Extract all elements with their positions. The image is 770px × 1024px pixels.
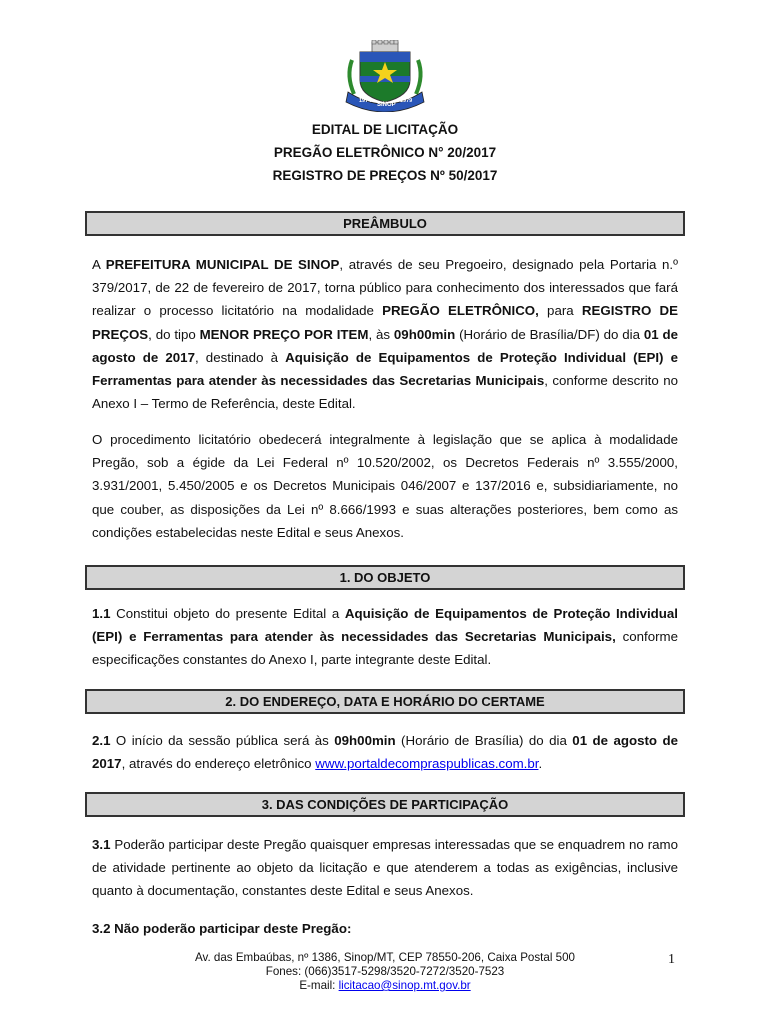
bold-text: 2.1 (92, 733, 111, 748)
text-run: conforme especificações constantes do Anexo I, parte integrante deste Edital. (92, 629, 678, 668)
document-header (0, 118, 770, 187)
section-heading-objeto: 1. DO OBJETO (85, 565, 685, 590)
participacao-paragraph (92, 833, 678, 903)
bold-text: PREFEITURA MUNICIPAL DE SINOP (105, 257, 340, 272)
crest-year-right: 1979 (400, 98, 413, 104)
participacao-subheading: 3.2 Não poderão participar deste Pregão: (92, 921, 352, 936)
text-run: , através de seu Pregoeiro, designado pela Portaria n.º 379/2017, de 22 de fevereiro de 2017, torna público para conhecimento dos interessados que fará realizar o processo licitatório na modalidade (92, 257, 678, 319)
document-subtitle-pregao: PREGÃO ELETRÔNICO N° 20/2017 (273, 145, 497, 160)
preambulo-paragraph-2: O procedimento licitatório obedecerá integralmente à legislação que se aplica à modalidade Pregão, sob a égide da Lei Federal nº 10.520/2002, os Decretos Federais nº 3.555/2000, 3.931/2001, 5.450/2005 e os Decretos Municipais 046/2007 e 137/2016 e, subsidiariamente, no que couber, as disposições da Lei nº 8.666/1993 e suas alterações posteriores, bem como as condições estabelecidas neste Edital e seus Anexos. (92, 432, 678, 540)
section-heading-participacao: 3. DAS CONDIÇÕES DE PARTICIPAÇÃO (85, 792, 685, 817)
bold-text: PREGÃO ELETRÔNICO, (382, 303, 539, 319)
footer-email-line (0, 979, 770, 993)
page-footer (0, 951, 770, 993)
footer-email-label: E-mail: (299, 979, 339, 992)
document-subtitle-registro: REGISTRO DE PREÇOS Nº 50/2017 (272, 168, 498, 183)
text-run: Poderão participar deste Pregão quaisquer empresas interessadas que se enquadrem no ramo de atividade pertinente ao objeto da licitação e que atenderem a todas as exigências, inclusive quanto à documentação, constantes deste Edital e seus Anexos. (92, 837, 678, 899)
bold-text: Aquisição de Equipamentos de Proteção Individual (EPI) e Ferramentas para atender às necessidades das Secretarias Municipais, (92, 606, 679, 645)
bold-text: 01 de agosto de 2017 (92, 326, 678, 365)
text-run: , do tipo (148, 326, 200, 342)
bold-text: 09h00min (334, 733, 396, 748)
text-run: . (538, 756, 543, 772)
footer-address: Av. das Embaúbas, nº 1386, Sinop/MT, CEP 78550-206, Caixa Postal 500 (195, 951, 575, 964)
bold-text: Aquisição de Equipamentos de Proteção Individual (EPI) e Ferramentas para atender às necessidades das Secretarias Municipais (92, 349, 678, 389)
bold-text: REGISTRO DE PREÇOS (92, 303, 678, 342)
text-run: para (538, 303, 582, 319)
bold-text: MENOR PREÇO POR ITEM (199, 326, 369, 342)
section-heading-preambulo: PREÂMBULO (85, 211, 685, 236)
page-number: 1 (668, 952, 675, 967)
text-run: (Horário de Brasília/DF) do dia (455, 326, 644, 342)
text-run: O início da sessão pública será às (110, 733, 335, 748)
text-run: Constitui objeto do presente Edital a (110, 606, 345, 621)
text-run: (Horário de Brasília) do dia (395, 733, 573, 748)
objeto-paragraph (92, 602, 678, 672)
text-run: A (92, 257, 106, 272)
bold-text: 09h00min (393, 326, 456, 342)
text-run: , através do endereço eletrônico (121, 756, 316, 772)
crest-year-left: 1974 (359, 98, 372, 104)
crest-name: SINOP (377, 102, 396, 108)
text-run: , conforme descrito no Anexo I – Termo de Referência, deste Edital. (92, 373, 678, 412)
section-heading-endereco: 2. DO ENDEREÇO, DATA E HORÁRIO DO CERTAME (85, 689, 685, 714)
portal-link[interactable]: www.portaldecompraspublicas.com.br (315, 756, 539, 772)
bold-text: 1.1 (92, 606, 111, 621)
preambulo-paragraph-1 (92, 253, 678, 415)
bold-text: 01 de agosto de 2017 (92, 733, 678, 772)
text-run: , destinado à (194, 349, 286, 365)
footer-phones: Fones: (066)3517-5298/3520-7272/3520-7523 (265, 965, 505, 978)
municipal-coat-of-arms (342, 40, 428, 112)
text-run: , às (368, 326, 394, 342)
crown-icon (372, 40, 398, 52)
endereco-paragraph (92, 729, 678, 775)
bold-text: 3.1 (92, 837, 111, 852)
document-title: EDITAL DE LICITAÇÃO (311, 122, 459, 137)
footer-email-link[interactable]: licitacao@sinop.mt.gov.br (338, 979, 471, 992)
